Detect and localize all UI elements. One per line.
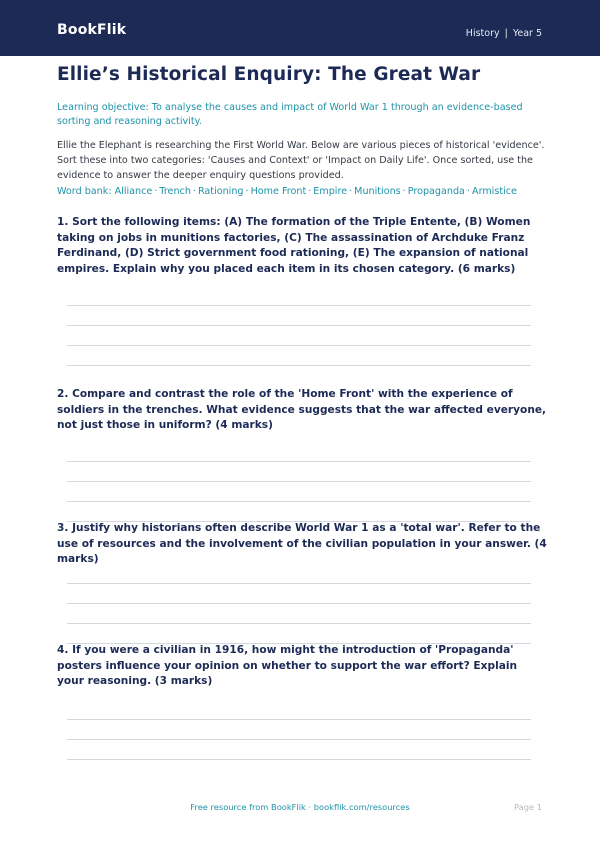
word-separator: · bbox=[466, 186, 470, 197]
word-separator: · bbox=[308, 186, 312, 197]
word-separator: · bbox=[154, 186, 158, 197]
word-bank bbox=[57, 185, 547, 199]
answer-line[interactable] bbox=[67, 759, 531, 760]
word-bank-word: Munitions bbox=[354, 186, 401, 197]
page-header bbox=[0, 0, 600, 56]
page-title: Ellie’s Historical Enquiry: The Great War bbox=[57, 64, 481, 85]
footer-source: Free resource from BookFlik · bookflik.com/resources bbox=[190, 802, 410, 812]
question-2: 2. Compare and contrast the role of the 'Home Front' with the experience of soldiers in the trenches. What evidence suggests that the war affected everyone, not just those in uniform? (4 marks) bbox=[57, 388, 547, 431]
intro-paragraph: Ellie the Elephant is researching the First World War. Below are various pieces of historical 'evidence'. Sort these into two categories: 'Causes and Context' or 'Impact on Daily Life'. Once sorted, use the evidence to answer the deeper enquiry questions provided. bbox=[57, 140, 545, 181]
answer-line[interactable] bbox=[67, 719, 531, 720]
word-separator: · bbox=[192, 186, 196, 197]
word-bank-word: Empire bbox=[313, 186, 348, 197]
word-bank-word: Propaganda bbox=[407, 186, 465, 197]
meta-separator: | bbox=[504, 28, 508, 39]
answer-line[interactable] bbox=[67, 345, 531, 346]
word-bank-word: Armistice bbox=[472, 186, 517, 197]
word-separator: · bbox=[349, 186, 353, 197]
brand-logo: BookFlik bbox=[57, 22, 127, 38]
word-bank-word: Rationing bbox=[197, 186, 244, 197]
word-bank-label: Word bank: bbox=[57, 186, 112, 197]
answer-line[interactable] bbox=[67, 461, 531, 462]
answer-line[interactable] bbox=[67, 739, 531, 740]
word-bank-word: Alliance bbox=[114, 186, 153, 197]
question-1: 1. Sort the following items: (A) The formation of the Triple Entente, (B) Women taking on jobs in munitions factories, (C) The assassination of Archduke Franz Ferdinand, (D) Strict government food rationing, (E) The expansion of national empires. Explain why you placed each item in its chosen category. (6 marks) bbox=[57, 216, 531, 275]
year-label: Year 5 bbox=[512, 28, 542, 39]
word-bank-word: Trench bbox=[159, 186, 191, 197]
answer-line[interactable] bbox=[67, 623, 531, 624]
answer-line[interactable] bbox=[67, 501, 531, 502]
answer-line[interactable] bbox=[67, 325, 531, 326]
subject-meta bbox=[466, 28, 542, 39]
word-bank-word: Home Front bbox=[250, 186, 307, 197]
answer-line[interactable] bbox=[67, 603, 531, 604]
answer-line[interactable] bbox=[67, 305, 531, 306]
answer-line[interactable] bbox=[67, 365, 531, 366]
learning-objective: Learning objective: To analyse the causes and impact of World War 1 through an evidence-based sorting and reasoning activity. bbox=[57, 102, 523, 127]
question-4: 4. If you were a civilian in 1916, how might the introduction of 'Propaganda' posters influence your opinion on whether to support the war effort? Explain your reasoning. (3 marks) bbox=[57, 644, 518, 687]
word-separator: · bbox=[245, 186, 249, 197]
question-3: 3. Justify why historians often describe World War 1 as a 'total war'. Refer to the use of resources and the involvement of the civilian population in your answer. (4 marks) bbox=[57, 522, 547, 565]
answer-line[interactable] bbox=[67, 481, 531, 482]
answer-line[interactable] bbox=[67, 583, 531, 584]
page-number: Page 1 bbox=[513, 802, 542, 812]
subject-label: History bbox=[465, 28, 500, 39]
word-separator: · bbox=[402, 186, 406, 197]
